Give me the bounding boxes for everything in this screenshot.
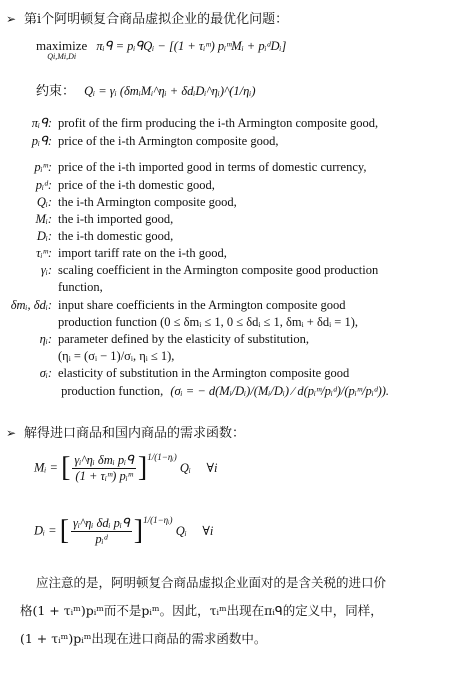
note-line: (1 + τᵢᵐ)pᵢᵐ出现在进口商品的需求函数中。 — [20, 631, 267, 646]
definition-symbol: πᵢᑫ: — [31, 116, 52, 130]
demand-d-lhs: Dᵢ = — [34, 523, 57, 538]
note-line: 应注意的是，阿明顿复合商品虚拟企业面对的是含关税的进口价 — [36, 575, 387, 590]
objective-expression: πᵢᑫ = pᵢᑫQᵢ − [(1 + τᵢᵐ) pᵢᵐMᵢ + pᵢᵈDᵢ] — [96, 39, 287, 53]
section-heading-optimization — [6, 8, 288, 27]
definition-text: profit of the firm producing the i-th Armington composite good, — [58, 116, 379, 130]
definition-symbol: δmᵢ, δdᵢ: — [10, 298, 52, 312]
definition-symbol: Dᵢ: — [36, 229, 52, 243]
definition-item — [0, 280, 103, 295]
definition-text: price of the i-th Armington composite good, — [58, 134, 279, 148]
definition-item — [0, 212, 173, 227]
definition-text: import tariff rate on the i-th good, — [58, 246, 227, 260]
definition-item — [0, 246, 227, 261]
definition-item — [0, 115, 378, 131]
demand-d-tail: Qᵢ ∀i — [175, 524, 214, 538]
definition-symbol: σᵢ: — [39, 366, 52, 380]
definition-symbol: τᵢᵐ: — [36, 246, 52, 260]
sigma-line-prefix: production function, — [61, 384, 164, 398]
maximize-label: maximize — [36, 38, 88, 53]
left-bracket: [ — [59, 515, 70, 546]
definition-text: the i-th Armington composite good, — [58, 195, 237, 209]
demand-d-fraction — [71, 515, 132, 547]
demand-m-exponent: 1/(1−ηᵢ) — [147, 452, 177, 462]
definition-item — [0, 263, 378, 278]
maximize-subscript: Qi,Mi,Di — [47, 52, 77, 61]
definition-item — [0, 366, 349, 381]
definition-item — [0, 315, 358, 330]
arrow-bullet-icon: ➢ — [6, 426, 17, 440]
definition-item — [0, 349, 174, 364]
definition-text: the i-th imported good, — [58, 212, 174, 226]
definition-item — [0, 133, 278, 149]
demand-m-denominator: (1 + τᵢᵐ) pᵢᵐ — [75, 469, 133, 483]
definition-text: the i-th domestic good, — [58, 229, 174, 243]
definition-item — [0, 195, 237, 210]
demand-d-denominator: pᵢᵈ — [95, 532, 108, 546]
heading-optimization-text: 第i个阿明顿复合商品虚拟企业的最优化问题： — [24, 12, 289, 27]
constraint-row — [36, 80, 256, 99]
definition-symbol: γᵢ: — [40, 263, 52, 277]
definition-text: price of the i-th imported good in terms of domestic currency, — [58, 160, 367, 174]
right-bracket: ] — [137, 452, 148, 483]
definition-text: price of the i-th domestic good, — [58, 178, 215, 192]
definition-text: elasticity of substitution in the Armington composite good — [58, 366, 350, 380]
definition-symbol: Mᵢ: — [35, 212, 52, 226]
demand-function-domestic — [34, 515, 213, 547]
left-bracket: [ — [61, 452, 71, 483]
definition-item — [0, 298, 346, 313]
right-bracket: ] — [133, 515, 144, 546]
demand-function-imported — [34, 452, 218, 484]
objective-formula — [36, 38, 286, 61]
definition-text: production function (0 ≤ δmᵢ ≤ 1, 0 ≤ δdᵢ ≤ 1, δmᵢ + δdᵢ = 1), — [58, 315, 358, 329]
heading-demand-text: 解得进口商品和国内商品的需求函数： — [24, 426, 246, 441]
section-heading-demand — [6, 422, 245, 441]
definition-text: input share coefficients in the Armington composite good — [58, 298, 346, 312]
note-paragraph — [20, 573, 465, 649]
note-line: 格(1 + τᵢᵐ)pᵢᵐ而不是pᵢᵐ。因此，τᵢᵐ出现在πᵢᑫ的定义中，同样， — [20, 603, 383, 618]
demand-m-numerator: γᵢ^ηᵢ δmᵢ pᵢᑫ — [74, 453, 134, 467]
demand-d-numerator: γᵢ^ηᵢ δdᵢ pᵢᑫ — [73, 516, 130, 530]
demand-m-lhs: Mᵢ = — [34, 460, 58, 475]
definition-symbol: pᵢᑫ: — [31, 134, 52, 148]
constraint-label: 约束： — [36, 84, 76, 99]
demand-m-fraction — [72, 452, 136, 484]
definition-text: (ηᵢ = (σᵢ − 1)/σᵢ, ηᵢ ≤ 1), — [58, 349, 175, 363]
definition-item — [0, 160, 366, 175]
arrow-bullet-icon: ➢ — [6, 12, 17, 26]
definition-text: scaling coefficient in the Armington composite good production — [58, 263, 379, 277]
definition-item — [0, 229, 173, 244]
definition-symbol: Qᵢ: — [36, 195, 52, 209]
definition-item — [0, 178, 215, 193]
sigma-formula: (σᵢ = − d(Mᵢ/Dᵢ)/(Mᵢ/Dᵢ) ∕ d(pᵢᵐ/pᵢᵈ)/(pᵢᵐ/pᵢᵈ)). — [170, 384, 390, 398]
definition-item — [0, 332, 309, 347]
demand-m-tail: Qᵢ ∀i — [179, 461, 218, 475]
definition-text: function, — [58, 280, 103, 294]
definition-symbol: pᵢᵈ: — [35, 178, 52, 192]
demand-d-exponent: 1/(1−ηᵢ) — [143, 515, 173, 525]
definition-item-sigma-formula — [0, 384, 389, 399]
constraint-expression: Qᵢ = γᵢ (δmᵢMᵢ^ηᵢ + δdᵢDᵢ^ηᵢ)^(1/ηᵢ) — [84, 84, 256, 98]
definition-text: parameter defined by the elasticity of substitution, — [58, 332, 309, 346]
definition-symbol: ηᵢ: — [39, 332, 52, 346]
definition-symbol: pᵢᵐ: — [34, 160, 52, 174]
